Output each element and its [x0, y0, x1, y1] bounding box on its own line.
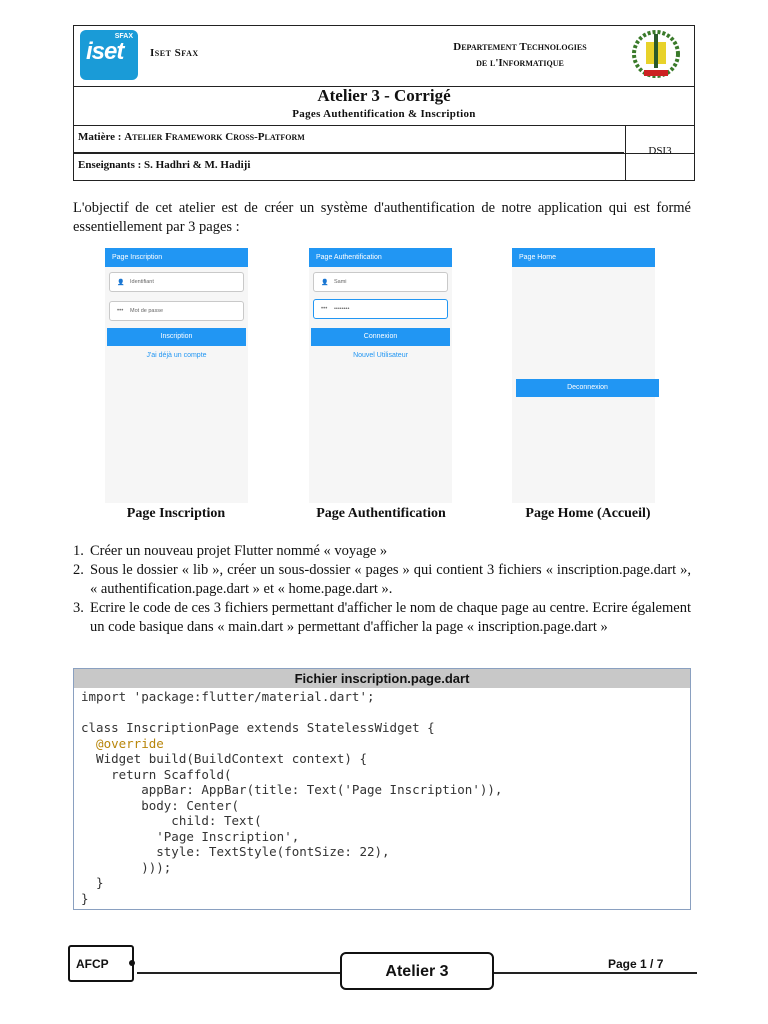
login-link[interactable]: J'ai déjà un compte [146, 352, 207, 359]
password-icon: ••• [117, 308, 124, 314]
list-item: 1. Créer un nouveau projet Flutter nommé « voyage » [73, 543, 388, 559]
divider [73, 152, 624, 153]
page-title: Atelier 3 - Corrigé [317, 86, 451, 105]
screen-inscription [105, 248, 248, 503]
instruction-list [73, 542, 691, 637]
code-block [81, 689, 502, 906]
caption-inscription: Page Inscription [126, 506, 226, 521]
teachers-line: Enseignants : S. Hadhri & M. Hadiji [78, 159, 251, 171]
code-line: Widget build(BuildContext context) { [81, 751, 367, 766]
code-line: @override [81, 735, 164, 751]
code-line: import 'package:flutter/material.dart'; [81, 689, 375, 704]
divider [74, 153, 694, 154]
footer-left-label: AFCP [68, 945, 134, 982]
caption-home: Page Home (Accueil) [525, 506, 651, 521]
code-line: 'Page Inscription', [81, 828, 300, 844]
screen-home [512, 248, 655, 503]
appbar-title: Page Authentification [309, 248, 452, 267]
identifiant-field[interactable]: 👤 Identifiant [109, 272, 244, 292]
subject-line: Matière : Atelier Framework Cross-Platform [78, 131, 305, 143]
connexion-button[interactable]: Connexion [311, 328, 450, 346]
class-code: DSI3 [648, 145, 672, 157]
password-icon: ••• [321, 306, 328, 312]
iset-logo: SFAX iset [80, 30, 138, 80]
divider [74, 125, 694, 126]
list-item: 3. Ecrire le code de ces 3 fichiers permettant d'afficher le nom de chaque page au centre. Ecrire également un code basique dans « main.dart » permettant d'afficher la page « inscription.page.dart » [73, 600, 691, 635]
code-line: } [81, 875, 104, 890]
page-number: Page 1 / 7 [608, 957, 664, 971]
new-user-link[interactable]: Nouvel Utilisateur [353, 352, 408, 359]
page-subtitle: Pages Authentification & Inscription [292, 108, 476, 120]
code-line: style: TextStyle(fontSize: 22), [81, 844, 390, 859]
code-line: class InscriptionPage extends StatelessWidget { [81, 720, 435, 735]
caption-authentification: Page Authentification [316, 506, 446, 521]
university-logo-icon [626, 30, 686, 82]
code-line: child: Text( [81, 813, 262, 828]
code-line: ))); [81, 859, 172, 875]
code-box-title: Fichier inscription.page.dart [74, 669, 690, 688]
code-line: } [81, 890, 89, 906]
code-box [73, 668, 691, 910]
person-icon: 👤 [117, 280, 125, 286]
code-line: return Scaffold( [81, 766, 232, 782]
code-line: body: Center( [81, 797, 240, 813]
appbar-title: Page Home [512, 248, 655, 267]
footer-center-label: Atelier 3 [340, 952, 494, 990]
person-icon: 👤 [321, 280, 329, 286]
appbar-title: Page Inscription [105, 248, 248, 267]
list-item: 2. Sous le dossier « lib », créer un sous-dossier « pages » qui contient 3 fichiers « inscription.page.dart », « authentification.page.dart » et « home.page.dart ». [73, 562, 691, 597]
institute-name: Iset Sfax [150, 47, 199, 59]
deconnexion-button[interactable]: Deconnexion [516, 379, 659, 397]
username-field[interactable]: 👤 Sami [313, 272, 448, 292]
intro-paragraph: L'objectif de cet atelier est de créer un système d'authentification de notre application qui est formé essentiellement par 3 pages : [73, 200, 691, 235]
inscription-button[interactable]: Inscription [107, 328, 246, 346]
password-field[interactable]: ••• Mot de passe [109, 301, 244, 321]
password-field[interactable]: ••• •••••••• [313, 299, 448, 319]
screen-authentification [309, 248, 452, 503]
code-line: appBar: AppBar(title: Text('Page Inscription')), [81, 782, 503, 797]
department-name: Departement Technologies de l'Informatique [453, 41, 587, 69]
footer-dot [129, 960, 135, 966]
